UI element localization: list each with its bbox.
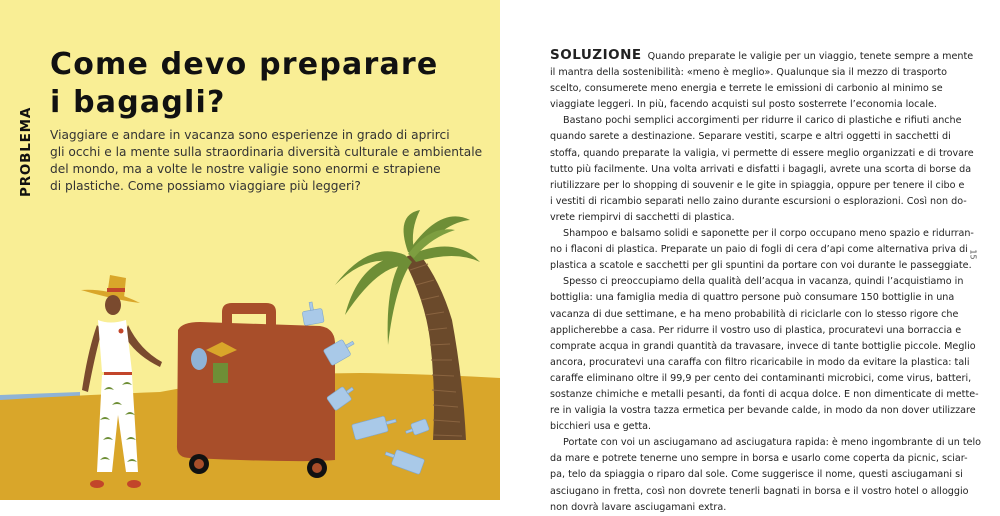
problem-line: di plastiche. Come possiamo viaggiare più leggeri? <box>50 179 361 193</box>
suitcase-icon <box>177 303 335 478</box>
solution-line: stoffa, quando preparate la valigia, vi permette di essere meglio organizzati e di trovare <box>550 147 974 159</box>
problem-line: gli occhi e la mente sulla straordinaria diversità culturale e ambientale <box>50 145 483 159</box>
solution-line: SOLUZIONE Quando preparate le valigie per un viaggio, tenete sempre a mente <box>550 47 974 63</box>
solution-line: no i flaconi di plastica. Preparate un paio di fogli di cera d’api come alternativa priva di <box>550 244 968 256</box>
problem-line: Viaggiare e andare in vacanza sono esperienze in grado di aprirci <box>50 128 450 142</box>
solution-line: Portate con voi un asciugamano ad asciugatura rapida: è meno ingombrante di un telo <box>563 437 982 449</box>
solution-line: il mantra della sostenibilità: «meno è meglio». Qualunque sia il mezzo di trasporto <box>550 67 948 79</box>
solution-line: bottiglia: una famiglia media di quattro persone può consumare 150 bottiglie in una <box>550 292 955 304</box>
problem-line: del mondo, ma a volte le nostre valigie sono enormi e strapiene <box>50 162 441 176</box>
page-title <box>50 46 470 122</box>
solution-body <box>550 47 982 516</box>
page-number: 15 <box>968 249 978 260</box>
solution-line: vrete riempirvi di sacchetti di plastica. <box>550 211 735 223</box>
solution-line: da mare e potrete tenerne uno sempre in borsa e usarlo come coperta da picnic, sciar- <box>550 453 968 465</box>
solution-line: ancora, procuratevi una caraffa con filtro ricaricabile in modo da evitare la plastica: tali <box>550 356 970 368</box>
solution-line: vacanza di due settimane, e ha meno probabilità di riciclarle con lo stesso rigore che <box>550 308 959 320</box>
right-page <box>500 0 1000 513</box>
solution-line: Shampoo e balsamo solidi e saponette per il corpo occupano meno spazio e ridurran- <box>563 228 974 240</box>
title-line-2: i bagagli? <box>50 85 226 120</box>
solution-heading: SOLUZIONE <box>550 47 642 63</box>
solution-line: tutto più facilmente. Una volta arrivati e disfatti i bagagli, avrete una scorta di borse da <box>550 163 972 175</box>
solution-line: applicherebbe a casa. Per ridurre il vostro uso di plastica, procuratevi una borraccia e <box>550 324 962 336</box>
solution-line: sostanze chimiche e metalli pesanti, da fonti di acqua dolce. E non dimenticate di mette- <box>550 388 979 400</box>
solution-line: scelto, consumerete meno energia e terrete le emissioni di carbonio al minimo se <box>550 83 943 95</box>
problem-paragraph <box>50 127 483 195</box>
solution-line: pa, telo da spiaggia o riparo dal sole. Come suggerisce il nome, questi asciugamani si <box>550 469 963 481</box>
solution-line: viaggiate leggeri. In più, facendo acquisti sul posto sosterrete l’economia locale. <box>550 99 937 111</box>
problema-section-label: PROBLEMA <box>18 106 34 197</box>
solution-line: plastica a scatole e sacchetti per gli spuntini da portare con voi durante le passeggiate. <box>550 260 972 272</box>
left-page <box>0 0 500 500</box>
solution-line: caraffe eliminano oltre il 99,9 per cento dei contaminanti microbici, come virus, batteri, <box>550 372 972 384</box>
solution-line: comprate acqua in grandi quantità da travasare, invece di tante bottiglie piccole. Meglio <box>550 340 976 352</box>
solution-line: re in valigia la vostra tazza ermetica per bevande calde, in modo da non dover utilizzare <box>550 405 976 417</box>
solution-line: Spesso ci preoccupiamo della qualità dell’acqua in vacanza, quindi l’acquistiamo in <box>563 276 964 288</box>
solution-line: asciugano in fretta, così non dovrete tenerli bagnati in borsa e il vostro hotel o alloggio <box>550 485 969 497</box>
title-line-1: Come devo preparare <box>50 47 439 82</box>
solution-line: i vestiti di ricambio separati nello zaino durante escursioni o esplorazioni. Così non do- <box>550 195 967 207</box>
solution-line: non dovrà lavare asciugamani extra. <box>550 501 727 513</box>
solution-line: riutilizzare per lo shopping di souvenir e le gite in spiaggia, oppure per tenere il cibo e <box>550 179 965 191</box>
solution-line: quando sarete a destinazione. Separare vestiti, scarpe e altri oggetti in sacchetti di <box>550 131 951 143</box>
solution-line: bicchieri usa e getta. <box>550 421 652 433</box>
solution-line: Bastano pochi semplici accorgimenti per ridurre il carico di plastiche e rifiuti anche <box>563 115 962 127</box>
